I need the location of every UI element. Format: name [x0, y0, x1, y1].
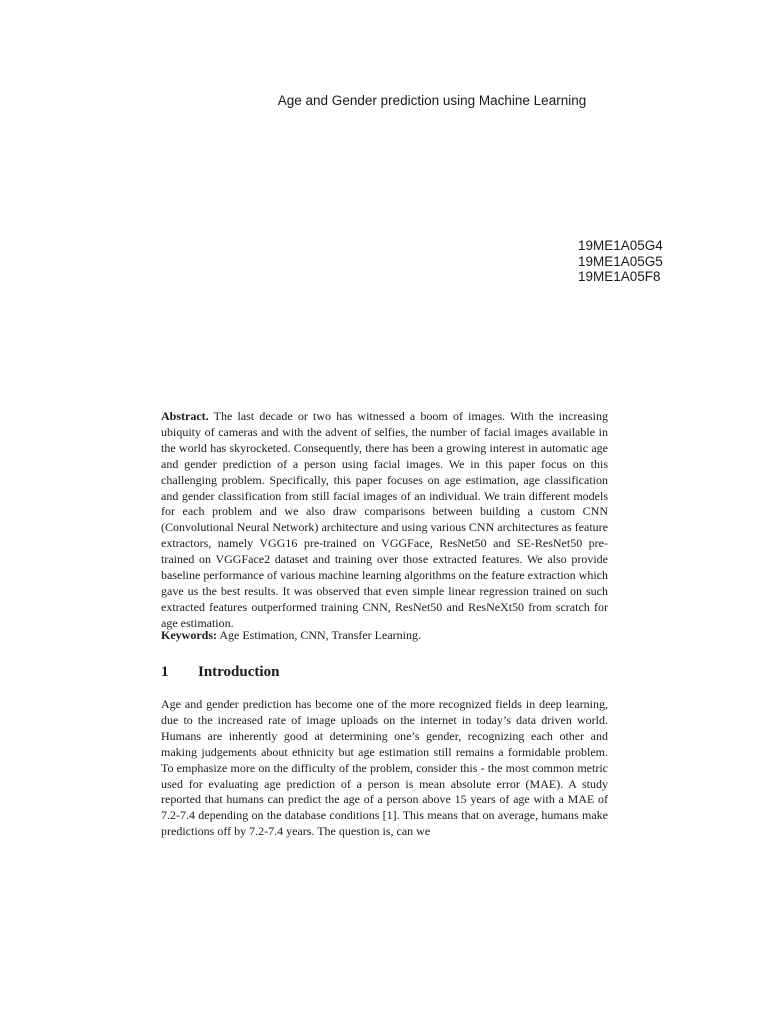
section-title: Introduction: [198, 664, 280, 680]
abstract: [161, 409, 608, 632]
keywords: [161, 628, 608, 643]
keywords-text: Age Estimation, CNN, Transfer Learning.: [217, 628, 421, 642]
author-id: 19ME1A05F8: [578, 269, 661, 284]
paper-title: Age and Gender prediction using Machine Learning: [277, 93, 587, 108]
section-heading: [161, 664, 279, 681]
abstract-text: The last decade or two has witnessed a boom of images. With the increasing ubiquity of cameras and with the advent of selfies, the number of facial images available in the world has skyrocketed. Consequently, there has been a growing interest in automatic age and gender prediction of a person using facial images. We in this paper focus on this challenging problem. Specifically, this paper focuses on age estimation, age classification and gender classification from still facial images of an individual. We train different models for each problem and we also draw comparisons between building a custom CNN (Convolutional Neural Network) architecture and using various CNN architectures as feature extractors, namely VGG16 pre-trained on VGGFace, ResNet50 and SE-ResNet50 pre-trained on VGGFace2 dataset and training over those extracted features. We also provide baseline performance of various machine learning algorithms on the feature extraction which gave us the best results. It was observed that even simple linear regression trained on such extracted features outperformed training CNN, ResNet50 and ResNeXt50 from scratch for age estimation.: [161, 409, 608, 630]
abstract-label: Abstract.: [161, 409, 209, 423]
section-number: 1: [161, 664, 169, 680]
author-list: [578, 238, 663, 285]
keywords-label: Keywords:: [161, 628, 217, 642]
author-id: 19ME1A05G4: [578, 238, 663, 253]
author-id: 19ME1A05G5: [578, 253, 663, 269]
introduction-paragraph: Age and gender prediction has become one of the more recognized fields in deep learning, due to the increased rate of image uploads on the internet in today’s data driven world. Humans are inherently good at determining one’s gender, recognizing each other and making judgements about ethnicity but age estimation still remains a formidable problem. To emphasize more on the difficulty of the problem, consider this - the most common metric used for evaluating age prediction of a person is mean absolute error (MAE). A study reported that humans can predict the age of a person above 15 years of age with a MAE of 7.2-7.4 depending on the database conditions [1]. This means that on average, humans make predictions off by 7.2-7.4 years. The question is, can we: [161, 697, 608, 839]
